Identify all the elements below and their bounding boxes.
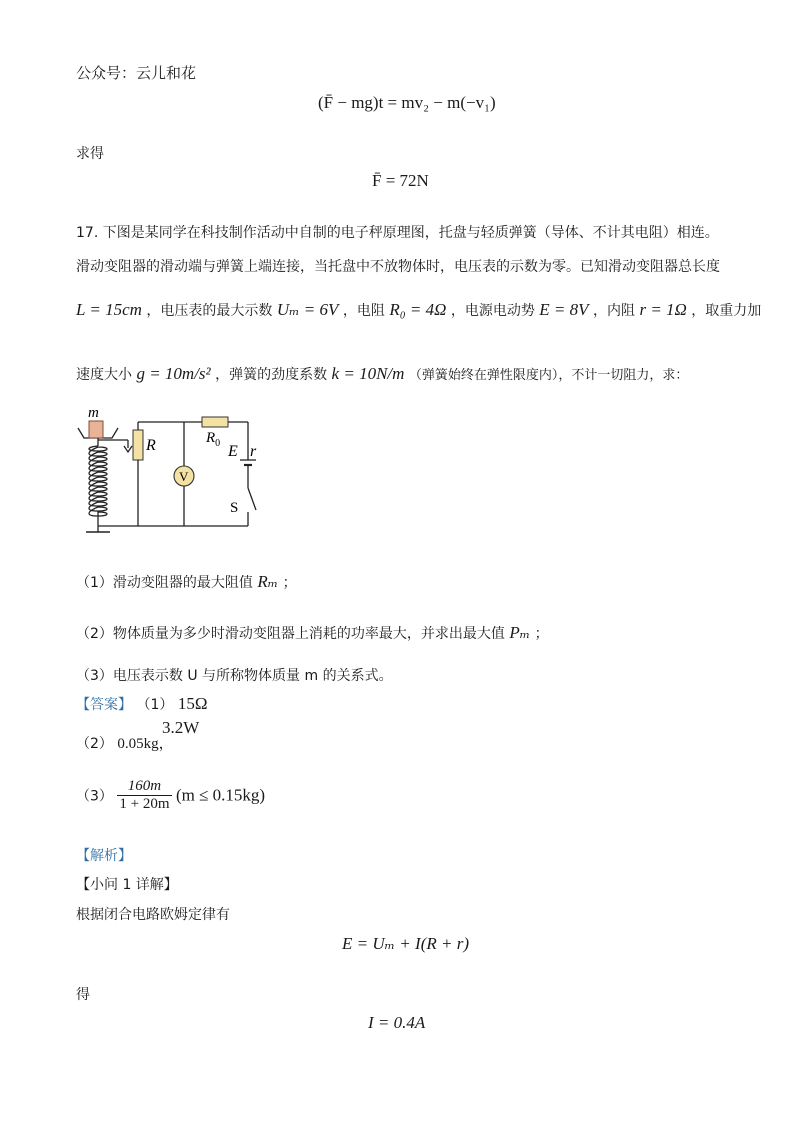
answer-line-1 <box>76 694 207 714</box>
text-segment: ，电压表的最大示数 <box>146 303 273 319</box>
mass-block <box>89 421 103 438</box>
text-segment: ； <box>534 626 549 642</box>
answer-1-value: 15Ω <box>177 694 208 713</box>
question-1-text: （1）滑动变阻器的最大阻值 <box>76 575 253 591</box>
rheostat <box>133 430 143 460</box>
text-segment: ，取重力加 <box>691 303 762 319</box>
text-segment: ，电阻 <box>342 303 385 319</box>
given-emf: E = 8V <box>539 300 589 319</box>
voltmeter-label: V <box>179 469 189 484</box>
equation-ohm: E = Uₘ + I(R + r) <box>342 934 469 953</box>
answer-line-3 <box>76 778 265 813</box>
given-internal-resistance: r = 1Ω <box>639 300 687 319</box>
fraction-denominator: 1 + 20m <box>119 796 170 812</box>
switch-icon <box>248 488 256 510</box>
text-qiude: 求得 <box>76 146 104 162</box>
question-3: （3）电压表示数 U 与所称物体质量 m 的关系式。 <box>76 668 393 684</box>
analysis-tag: 【解析】 <box>76 848 132 864</box>
symbol-rm: Rₘ <box>257 572 279 591</box>
text-segment: （弹簧始终在弹性限度内），不计一切阻力，求： <box>408 368 689 383</box>
text-segment: 速度大小 <box>76 367 132 383</box>
resistor-r0 <box>202 417 228 427</box>
text-segment: ，弹簧的劲度系数 <box>215 367 328 383</box>
question-2-text: （2）物体质量为多少时滑动变阻器上消耗的功率最大，并求出最大值 <box>76 626 505 642</box>
problem-line-3 <box>76 300 761 320</box>
given-gravity: g = 10m/s² <box>136 364 211 383</box>
internal-r-label: r <box>250 443 257 460</box>
given-resistor-r0: R₀ = 4Ω <box>389 300 447 319</box>
equation-current: I = 0.4A <box>368 1013 426 1032</box>
text-de: 得 <box>76 987 90 1003</box>
given-max-voltage: Uₘ = 6V <box>276 300 339 319</box>
spring-coil <box>89 446 107 525</box>
wechat-header: 公众号：云儿和花 <box>76 64 197 82</box>
equation-impulse: (F̄ − mg)t = mv₂ − m(−v₁) <box>318 93 496 112</box>
problem-text-1: 下图是某同学在科技制作活动中自制的电子秤原理图，托盘与轻质弹簧（导体、不计其电阻）相连。 <box>102 225 719 241</box>
mass-label: m <box>88 405 99 421</box>
answer-2-mass: 0.05kg， <box>117 736 174 752</box>
problem-line-1 <box>76 222 719 242</box>
answer-tag: 【答案】 <box>76 697 132 713</box>
answer-3-condition: (m ≤ 0.15kg) <box>175 785 266 805</box>
question-1 <box>76 572 297 592</box>
text-segment: ； <box>282 575 297 591</box>
answer-3-label: （3） <box>76 788 113 805</box>
answer-3-fraction <box>117 778 171 813</box>
circuit-diagram <box>72 400 272 540</box>
text-segment: ，电源电动势 <box>450 303 535 319</box>
answer-line-2 <box>76 732 174 753</box>
symbol-pm: Pₘ <box>509 623 531 642</box>
fraction-numerator: 160m <box>117 778 171 796</box>
problem-line-2: 滑动变阻器的滑动端与弹簧上端连接，当托盘中不放物体时，电压表的示数为零。已知滑动变阻器总长度 <box>76 259 720 275</box>
r0-label: $R_0$ <box>206 430 221 449</box>
problem-line-4 <box>76 364 688 384</box>
equation-force: F̄ = 72N <box>372 171 429 190</box>
answer-2-label: （2） <box>76 736 113 752</box>
given-spring-constant: k = 10N/m <box>331 364 405 383</box>
rheostat-label: R <box>146 437 156 454</box>
emf-label: E <box>228 443 238 460</box>
switch-label: S <box>230 500 239 516</box>
text-segment: ，内阻 <box>593 303 635 319</box>
given-length: L = 15cm <box>76 300 142 319</box>
answer-2-power: 3.2W <box>162 718 200 737</box>
answer-1-label: （1） <box>136 697 174 713</box>
problem-number: 17. <box>76 225 99 241</box>
subquestion-1-heading: 【小问 1 详解】 <box>76 877 178 893</box>
question-2 <box>76 623 549 643</box>
analysis-text-1: 根据闭合电路欧姆定律有 <box>76 907 230 923</box>
